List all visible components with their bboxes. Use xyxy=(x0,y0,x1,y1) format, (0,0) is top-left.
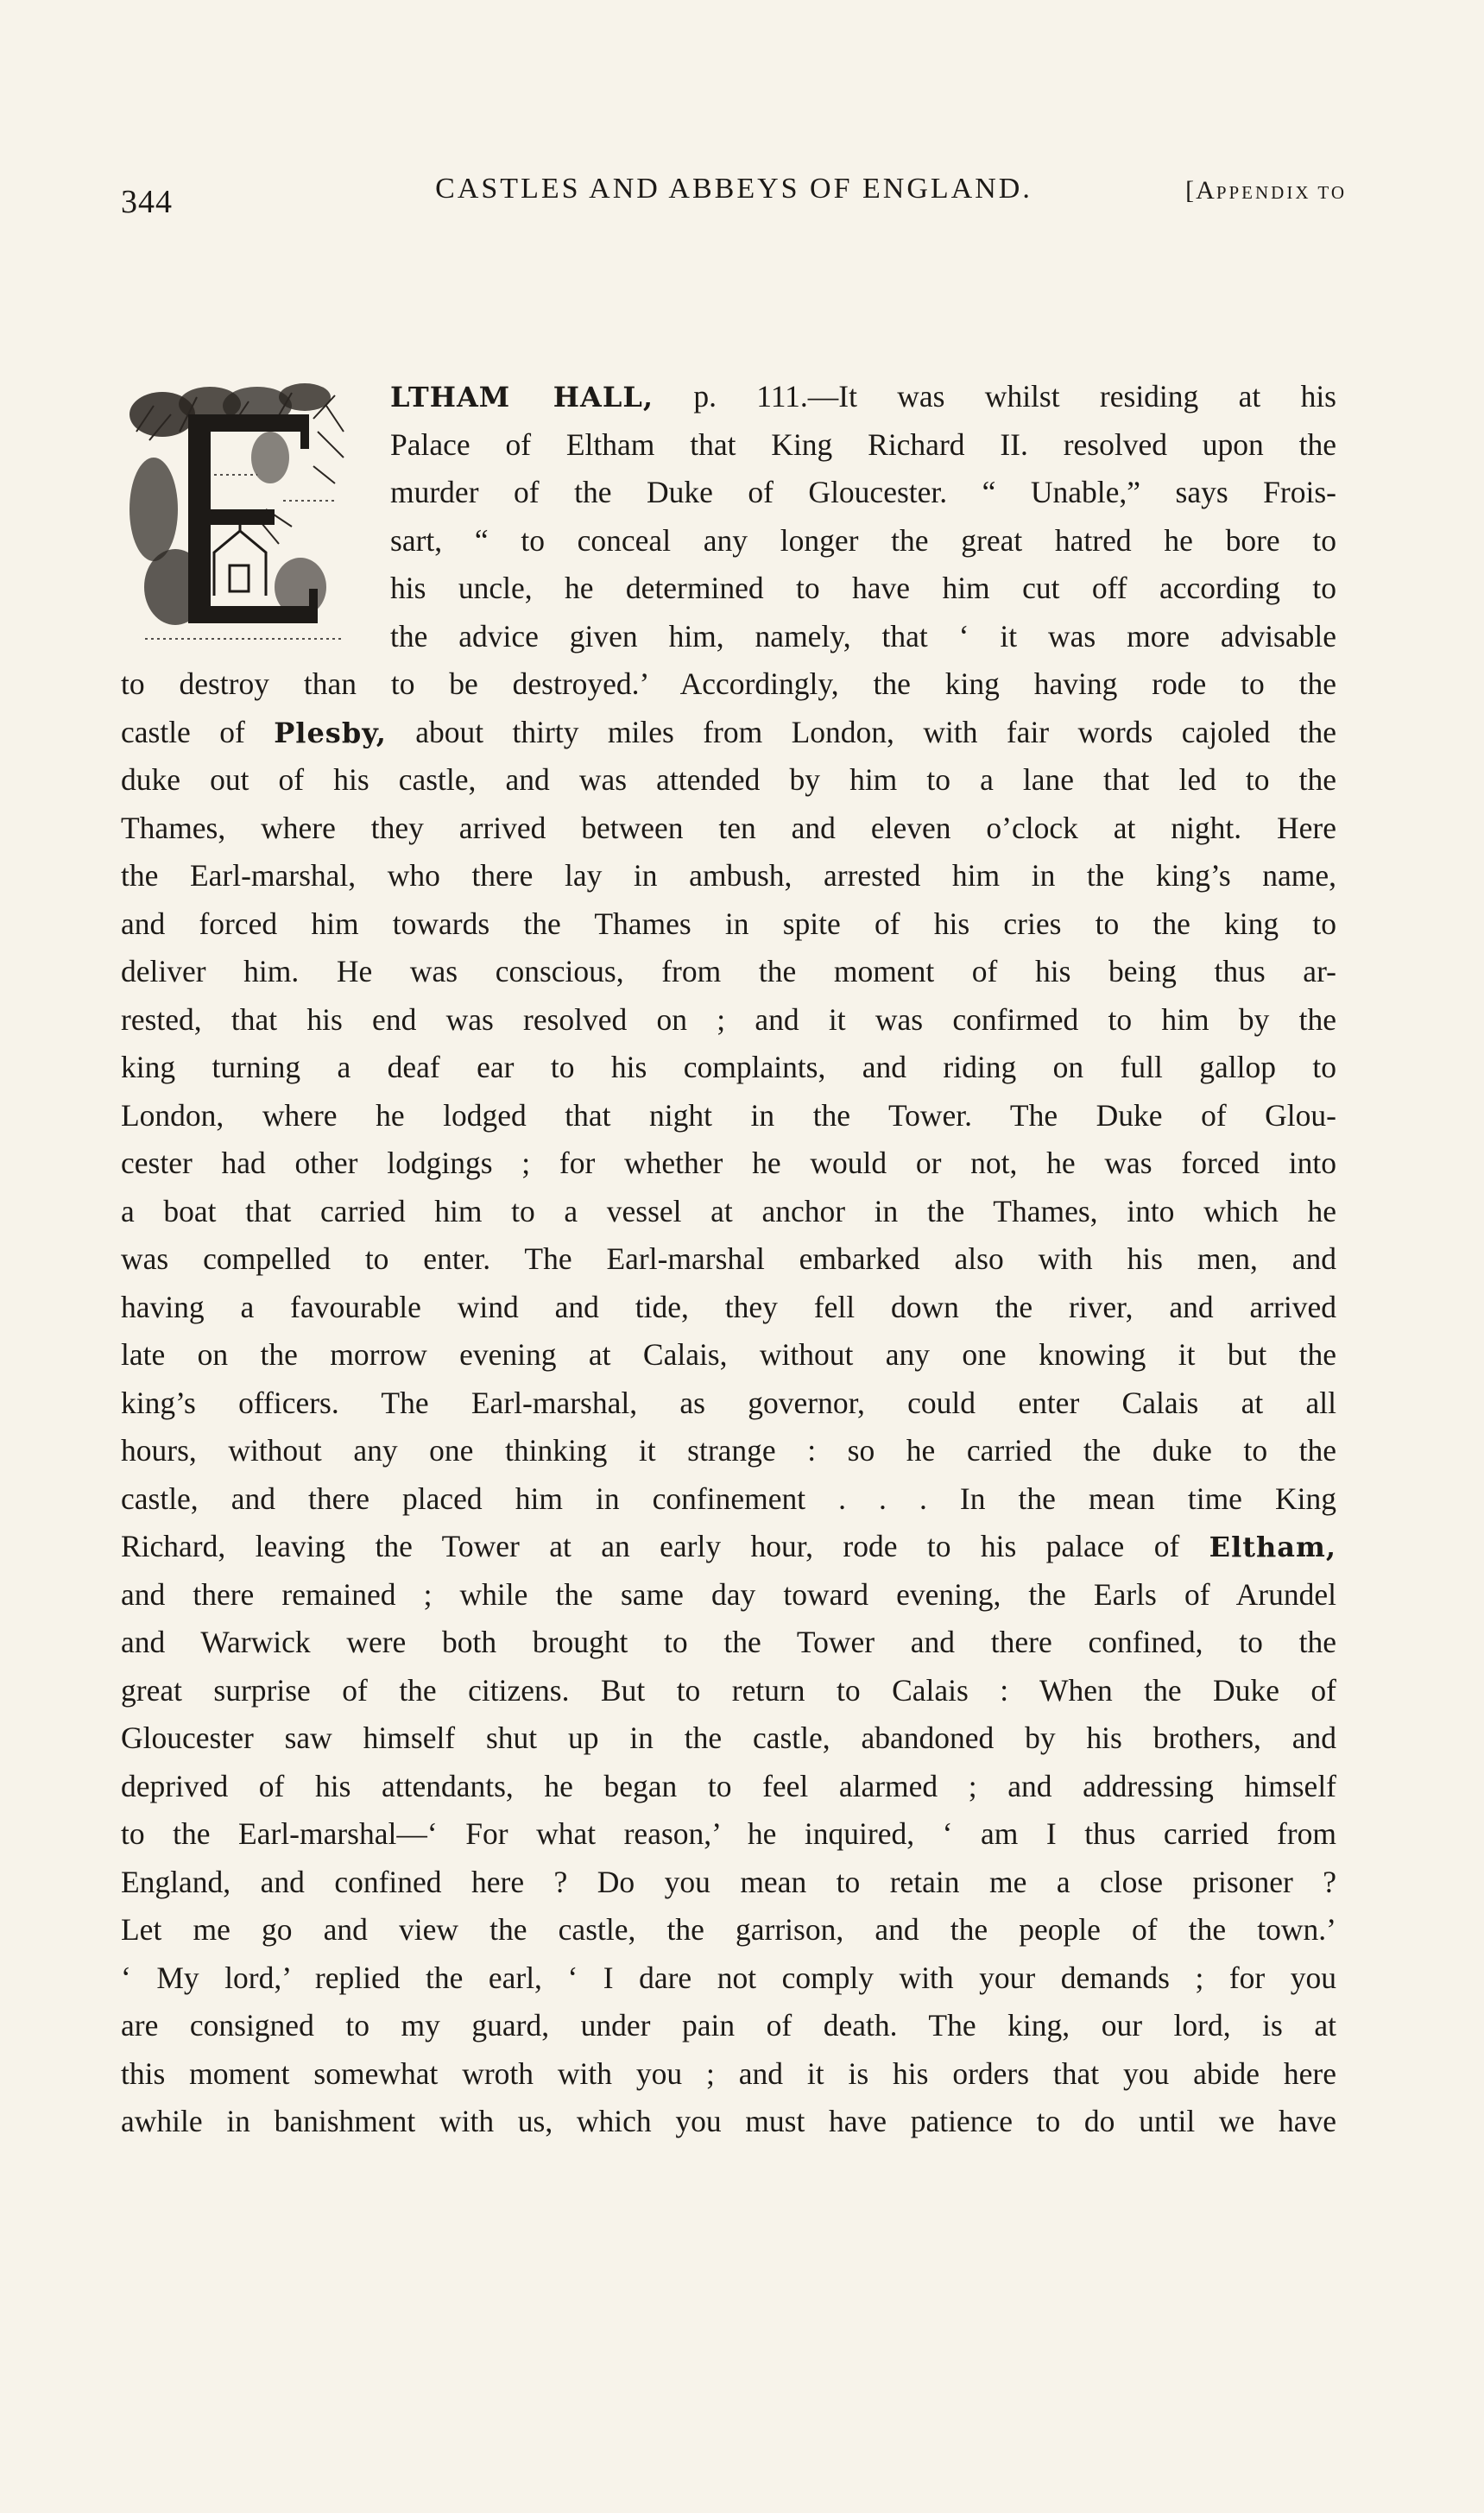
text-line: deprived of his attendants, he began to feel alarmed ; and addressing himself xyxy=(121,1768,1336,1803)
text-line: hours, without any one thinking it strange : so he carried the duke to the xyxy=(121,1433,1336,1468)
text-line: LTHAM HALL, p. 111.—It was whilst residing at his xyxy=(390,379,1336,414)
text-line: this moment somewhat wroth with you ; and it is his orders that you abide here xyxy=(121,2055,1336,2091)
text-line: the advice given him, namely, that ‘ it was more advisable xyxy=(390,618,1336,654)
text-line: Richard, leaving the Tower at an early hour, rode to his palace of Eltham, xyxy=(121,1529,1336,1563)
text-line: murder of the Duke of Gloucester. “ Unable,” says Frois- xyxy=(390,475,1336,509)
text-line: duke out of his castle, and was attended by him to a lane that led to the xyxy=(121,762,1336,797)
text-line: deliver him. He was conscious, from the moment of his being thus ar- xyxy=(121,954,1336,988)
text-line: cester had other lodgings ; for whether he would or not, he was forced into xyxy=(121,1146,1336,1180)
text-line: Gloucester saw himself shut up in the castle, abandoned by his brothers, and xyxy=(121,1721,1336,1755)
text-line: a boat that carried him to a vessel at anchor in the Thames, into which he xyxy=(121,1193,1336,1228)
text-line: ‘ My lord,’ replied the earl, ‘ I dare not comply with your demands ; for you xyxy=(121,1960,1336,1995)
text-line: king turning a deaf ear to his complaints, and riding on full gallop to xyxy=(121,1050,1336,1084)
text-line: sart, “ to conceal any longer the great hatred he bore to xyxy=(390,522,1336,558)
text-line: his uncle, he determined to have him cut off according to xyxy=(390,571,1336,605)
text-line: the Earl-marshal, who there lay in ambush, arrested him in the king’s name, xyxy=(121,858,1336,893)
text-line: king’s officers. The Earl-marshal, as governor, could enter Calais at all xyxy=(121,1385,1336,1420)
blackletter-place-name: Eltham, xyxy=(1209,1531,1336,1563)
text-line: awhile in banishment with us, which you must have patience to do until we have xyxy=(121,2104,1336,2138)
appendix-label: [APPENDIX TO xyxy=(1185,176,1347,205)
text-line: late on the morrow evening at Calais, without any one knowing it but the xyxy=(121,1337,1336,1372)
text-line: to the Earl-marshal—‘ For what reason,’ he inquired, ‘ am I thus carried from xyxy=(121,1816,1336,1851)
text-line: castle, and there placed him in confinement . . . In the mean time King xyxy=(121,1481,1336,1516)
text-line: having a favourable wind and tide, they fell down the river, and arrived xyxy=(121,1289,1336,1324)
running-title: CASTLES AND ABBEYS OF ENGLAND. xyxy=(435,173,1032,205)
text-line: are consigned to my guard, under pain of death. The king, our lord, is at xyxy=(121,2008,1336,2043)
text-line: Palace of Eltham that King Richard II. resolved upon the xyxy=(390,426,1336,462)
text-line: castle of Plesby, about thirty miles from London, with fair words cajoled the xyxy=(121,714,1336,749)
text-line: great surprise of the citizens. But to return to Calais : When the Duke of xyxy=(121,1672,1336,1708)
running-header xyxy=(121,173,1347,224)
text-line: London, where he lodged that night in the Tower. The Duke of Glou- xyxy=(121,1097,1336,1133)
text-line: Let me go and view the castle, the garrison, and the people of the town.’ xyxy=(121,1912,1336,1947)
text-line: Thames, where they arrived between ten and eleven o’clock at night. Here xyxy=(121,810,1336,845)
blackletter-heading: LTHAM HALL, xyxy=(390,381,654,414)
blackletter-place-name: Plesby, xyxy=(274,716,387,749)
text-line: to destroy than to be destroyed.’ Accordingly, the king having rode to the xyxy=(121,666,1336,701)
text-line: England, and confined here ? Do you mean to retain me a close prisoner ? xyxy=(121,1864,1336,1899)
text-line: and Warwick were both brought to the Tower and there confined, to the xyxy=(121,1625,1336,1659)
page-number: 344 xyxy=(121,184,173,220)
text-line: and forced him towards the Thames in spite of his cries to the king to xyxy=(121,906,1336,941)
text-line: was compelled to enter. The Earl-marshal embarked also with his men, and xyxy=(121,1241,1336,1276)
body-text xyxy=(121,373,1336,2146)
text-line: rested, that his end was resolved on ; and it was confirmed to him by the xyxy=(121,1001,1336,1037)
text-line: and there remained ; while the same day toward evening, the Earls of Arundel xyxy=(121,1576,1336,1612)
